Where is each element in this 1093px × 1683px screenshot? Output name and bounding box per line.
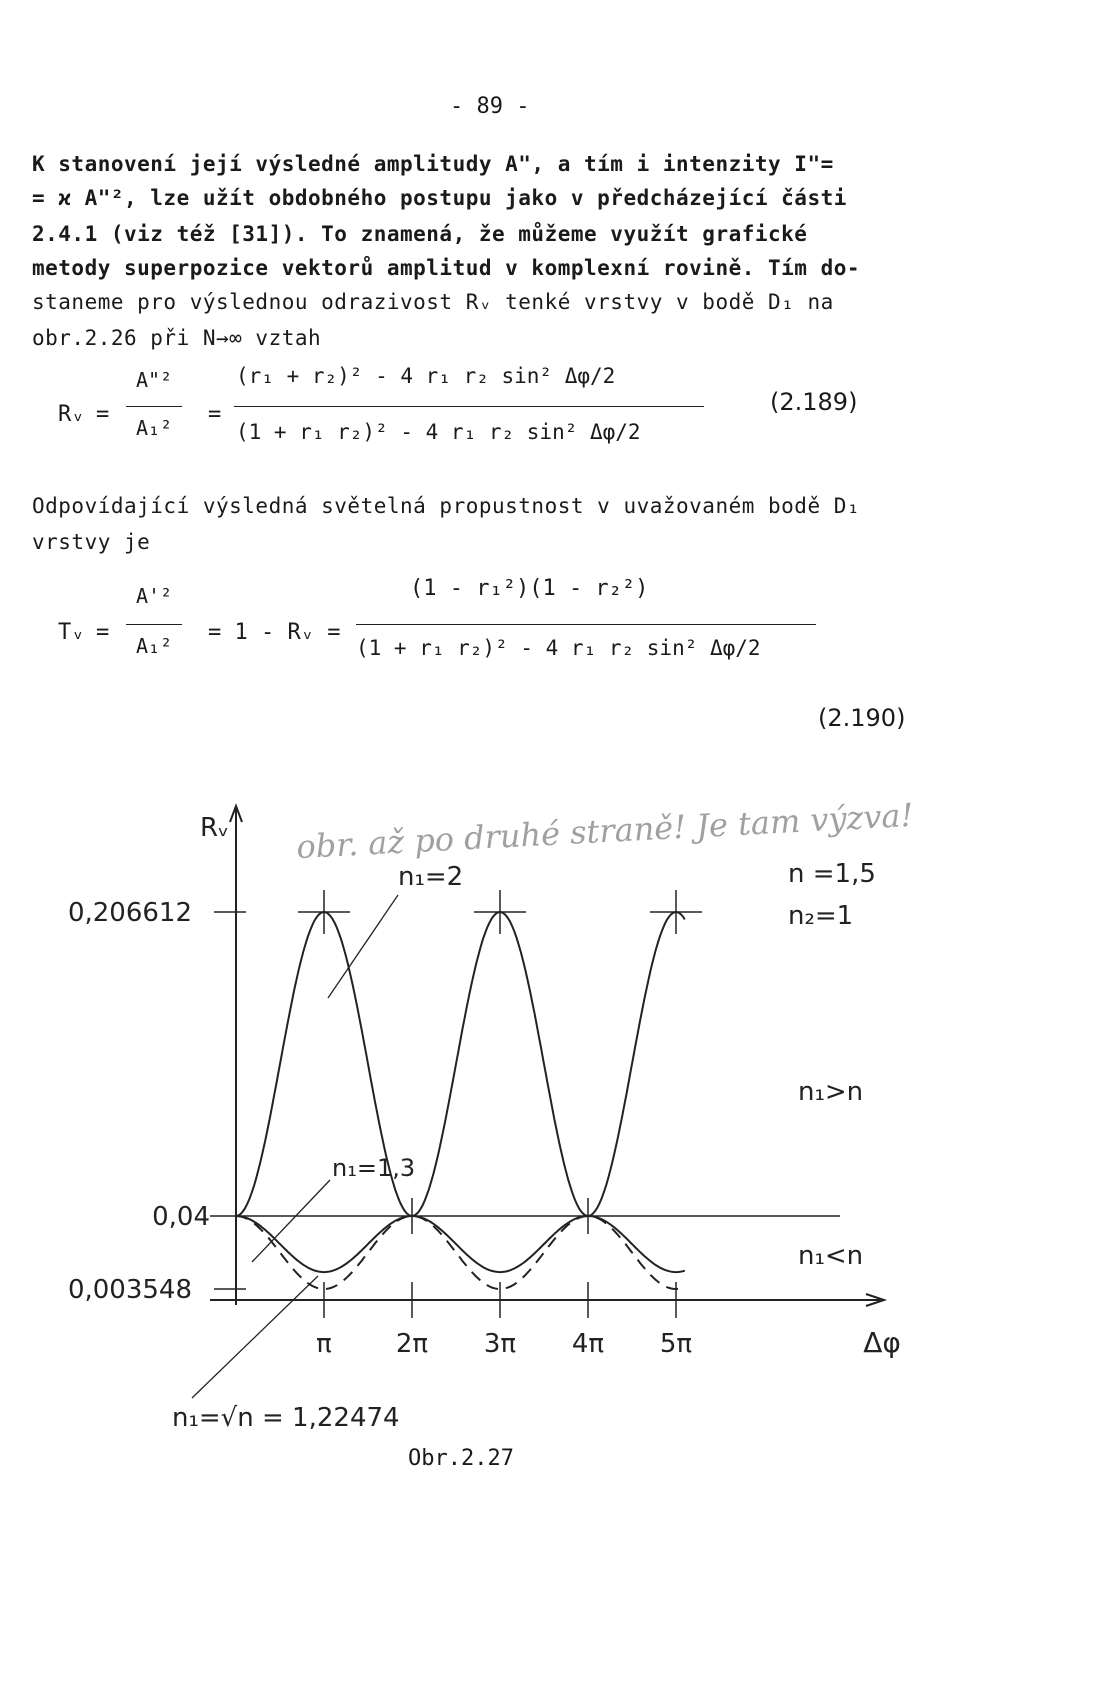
page-number: - 89 -	[450, 94, 530, 119]
eq190-ratio-bar	[126, 624, 182, 625]
series-label-2: n₁=1,3	[332, 1154, 416, 1182]
eq190-rhs-num: (1 - r₁²)(1 - r₂²)	[410, 576, 649, 601]
series-curve-2	[236, 1216, 685, 1272]
x-tick-label: 2π	[395, 1329, 429, 1359]
y-tick-label: 0,04	[152, 1202, 210, 1232]
text-line-3: 2.4.1 (viz též [31]). To znamená, že můžeme využít grafické	[32, 222, 808, 246]
eq189-rhs-num: (r₁ + r₂)² - 4 r₁ r₂ sin² Δφ/2	[236, 364, 616, 388]
leader-line-3	[192, 1276, 318, 1398]
x-tick-label: π	[316, 1329, 332, 1359]
eq189-ratio-bar	[126, 406, 182, 407]
equation-2-190	[40, 572, 1050, 742]
annotation-n1-less: n₁<n	[798, 1241, 864, 1271]
figure-caption: Obr.2.27	[408, 1446, 514, 1471]
handwritten-note: obr. až po druhé straně! Je tam výzva!	[295, 795, 915, 867]
x-tick-label: 4π	[571, 1329, 605, 1359]
annotation-n1-greater: n₁>n	[798, 1077, 864, 1107]
text-line-1: K stanovení její výsledné amplitudy A", a tím i intenzity I"=	[32, 152, 834, 176]
eq190-lhs: Tᵥ	[58, 620, 85, 645]
x-tick-label: 5π	[659, 1329, 693, 1359]
eq190-label: (2.190)	[818, 704, 906, 732]
x-tick-label: 3π	[483, 1329, 517, 1359]
parameter-n: n =1,5	[788, 859, 876, 889]
eq190-ratio-den: A₁²	[136, 634, 173, 658]
eq190-main-bar	[356, 624, 816, 625]
equation-2-189	[40, 360, 1050, 490]
series-curve-1	[236, 912, 685, 1216]
series-label-1: n₁=2	[398, 862, 464, 892]
y-tick-label: 0,003548	[67, 1275, 192, 1305]
eq189-equals-2: =	[208, 402, 222, 427]
text-line-2: = ϰ A"², lze užít obdobného postupu jako v předcházející části	[32, 186, 847, 210]
eq189-label: (2.189)	[770, 388, 858, 416]
y-tick-label: 0,206612	[67, 898, 192, 928]
eq190-equals-1: =	[96, 620, 110, 645]
eq189-main-bar	[234, 406, 704, 407]
y-axis-label: Rᵥ	[200, 813, 229, 843]
series-label-3: n₁=√n = 1,22474	[172, 1403, 400, 1433]
eq189-rhs-den: (1 + r₁ r₂)² - 4 r₁ r₂ sin² Δφ/2	[236, 420, 641, 444]
text-line-4: metody superpozice vektorů amplitud v komplexní rovině. Tím do-	[32, 256, 861, 280]
eq190-middle: = 1 - Rᵥ =	[208, 620, 341, 645]
eq190-rhs-den: (1 + r₁ r₂)² - 4 r₁ r₂ sin² Δφ/2	[356, 636, 761, 660]
eq189-ratio-num: A"²	[136, 368, 173, 392]
text-line-6: obr.2.26 při N→∞ vztah	[32, 326, 322, 350]
series-curve-3	[236, 1216, 685, 1289]
leader-line-2	[252, 1180, 330, 1262]
reflectance-chart	[0, 780, 1093, 1440]
eq189-lhs: Rᵥ	[58, 402, 85, 427]
text-line-8: vrstvy je	[32, 530, 151, 554]
leader-line-1	[328, 895, 398, 998]
eq189-equals-1: =	[96, 402, 110, 427]
text-line-5: staneme pro výslednou odrazivost Rᵥ tenké vrstvy v bodě D₁ na	[32, 290, 834, 314]
text-line-7: Odpovídající výsledná světelná propustnost v uvažovaném bodě D₁	[32, 494, 861, 518]
parameter-n2: n₂=1	[788, 901, 854, 931]
x-axis-label: Δφ	[863, 1326, 901, 1359]
eq189-ratio-den: A₁²	[136, 416, 173, 440]
eq190-ratio-num: A'²	[136, 584, 173, 608]
